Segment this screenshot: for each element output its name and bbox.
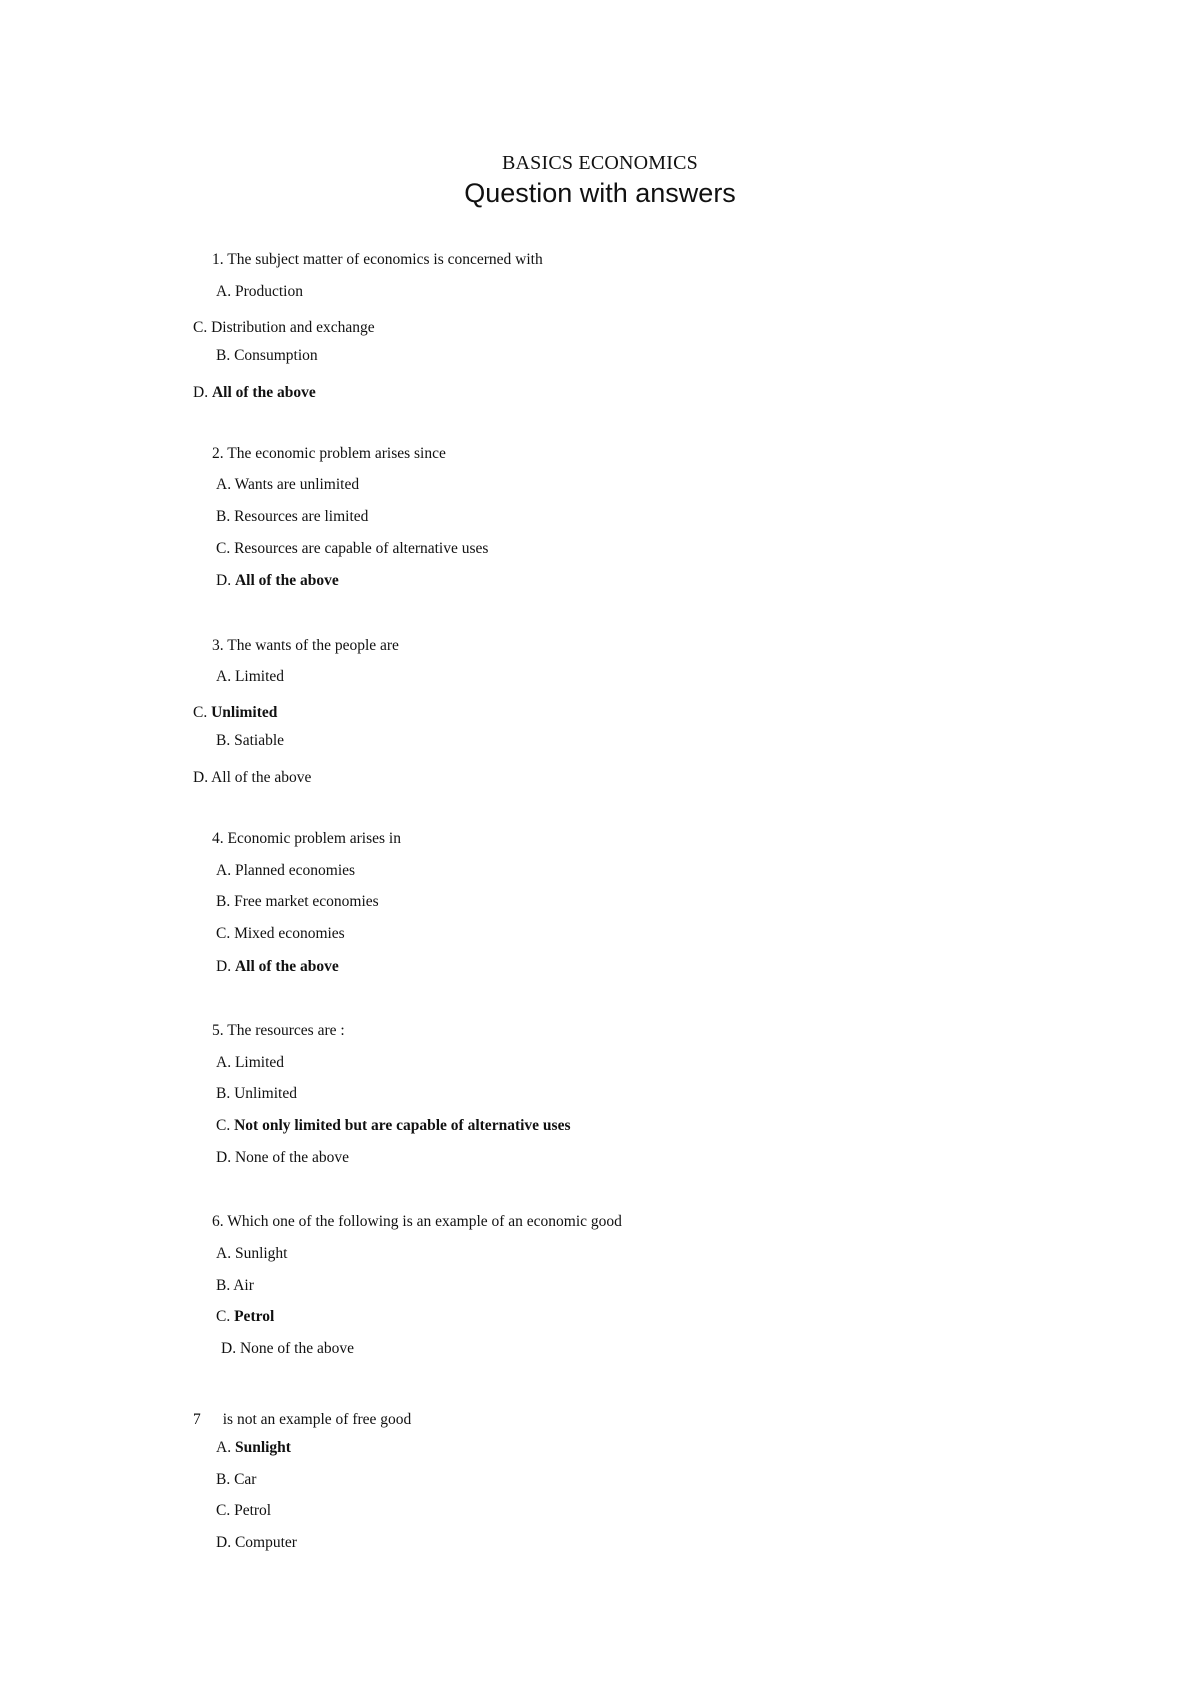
document-subtitle: Question with answers	[464, 178, 736, 208]
option-letter: A.	[216, 1439, 232, 1456]
question-3-text: 3. The wants of the people are	[212, 637, 399, 654]
question-6-option-a: A. Sunlight	[216, 1245, 288, 1262]
option-letter: C.	[193, 704, 208, 721]
question-5-text: 5. The resources are :	[212, 1022, 345, 1039]
question-1-option-a: A. Production	[216, 283, 303, 300]
question-1-option-b: B. Consumption	[216, 347, 318, 364]
correct-answer: All of the above	[211, 384, 316, 401]
option-letter: C.	[216, 1308, 231, 1325]
question-5-option-d: D. None of the above	[216, 1149, 349, 1166]
question-7-body: is not an example of free good	[222, 1411, 412, 1428]
correct-answer: Sunlight	[234, 1439, 291, 1456]
question-5-option-b: B. Unlimited	[216, 1085, 297, 1102]
correct-answer: All of the above	[234, 958, 339, 975]
question-4-option-b: B. Free market economies	[216, 893, 379, 910]
option-letter: D.	[193, 384, 209, 401]
question-3-option-a: A. Limited	[216, 668, 285, 685]
correct-answer: Unlimited	[211, 704, 278, 721]
question-7-option-c: C. Petrol	[216, 1502, 272, 1519]
question-7-option-d: D. Computer	[216, 1534, 297, 1551]
correct-answer: Petrol	[234, 1308, 275, 1325]
question-3-option-b: B. Satiable	[216, 732, 285, 749]
question-2-option-c: C. Resources are capable of alternative uses	[216, 540, 489, 557]
question-3-option-c	[193, 703, 277, 723]
question-2-text: 2. The economic problem arises since	[212, 445, 446, 462]
question-1-option-c: C. Distribution and exchange	[193, 319, 375, 336]
correct-answer: All of the above	[234, 572, 339, 589]
question-5-option-a: A. Limited	[216, 1054, 285, 1071]
question-6-option-b: B. Air	[216, 1277, 254, 1294]
question-7-text	[193, 1410, 411, 1430]
question-7-option-b: B. Car	[216, 1471, 257, 1488]
question-2-option-d	[216, 571, 339, 591]
option-letter: D.	[216, 572, 232, 589]
question-1-text: 1. The subject matter of economics is concerned with	[212, 251, 543, 268]
question-7-option-a	[216, 1438, 291, 1458]
question-1-option-d	[193, 383, 316, 403]
question-6-text: 6. Which one of the following is an example of an economic good	[212, 1213, 622, 1230]
question-4-option-c: C. Mixed economies	[216, 925, 345, 942]
option-letter: C.	[216, 1117, 231, 1134]
option-letter: D.	[216, 958, 232, 975]
question-6-option-d: D. None of the above	[221, 1340, 354, 1357]
question-3-option-d: D. All of the above	[193, 769, 312, 786]
question-7-number: 7	[193, 1411, 201, 1428]
question-4-text: 4. Economic problem arises in	[212, 830, 401, 847]
question-2-option-b: B. Resources are limited	[216, 508, 369, 525]
question-4-option-d	[216, 957, 339, 977]
question-2-option-a: A. Wants are unlimited	[216, 476, 360, 493]
question-4-option-a: A. Planned economies	[216, 862, 356, 879]
question-5-option-c	[216, 1116, 570, 1136]
document-title: BASICS ECONOMICS	[501, 152, 699, 174]
correct-answer: Not only limited but are capable of alternative uses	[234, 1117, 571, 1134]
question-6-option-c	[216, 1307, 274, 1327]
